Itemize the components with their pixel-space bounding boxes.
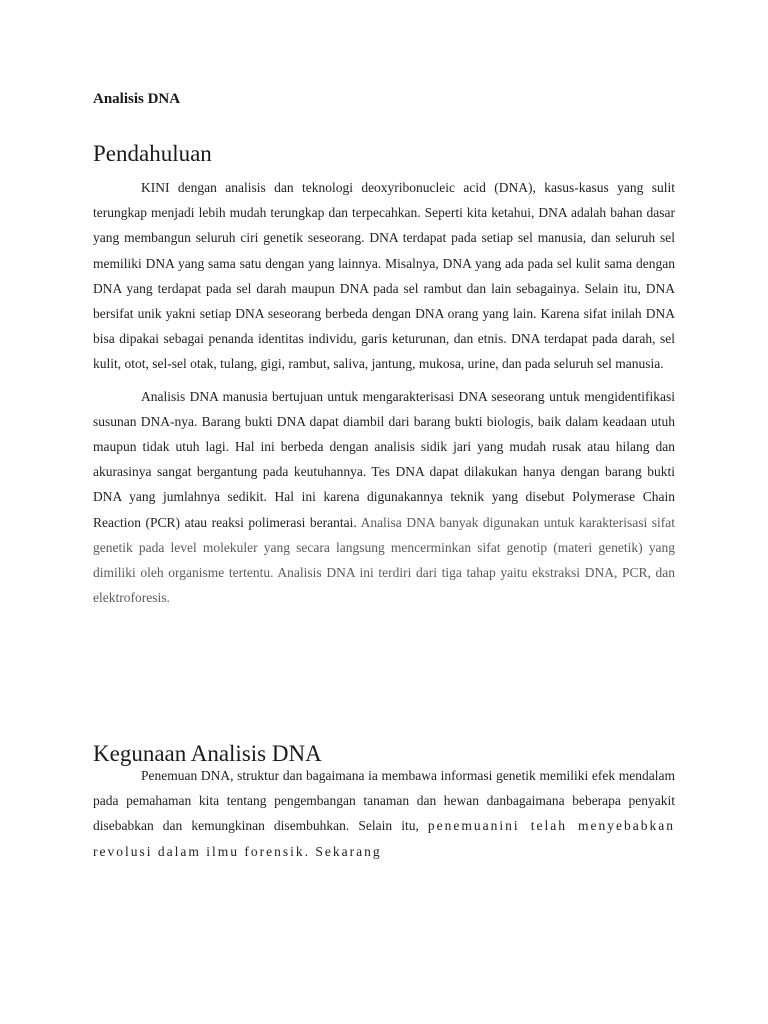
section-body-pendahuluan <box>93 175 675 610</box>
document-title: Analisis DNA <box>93 91 181 107</box>
paragraph-1-text: KINI dengan analisis dan teknologi deoxyribonucleic acid (DNA), kasus-kasus yang sulit terungkap menjadi lebih mudah terungkap dan terpecahkan. Seperti kita ketahui, DNA adalah bahan dasar yang membangun seluruh ciri genetik seseorang. DNA terdapat pada setiap sel manusia, dan seluruh sel memiliki DNA yang sama satu dengan yang lainnya. Misalnya, DNA yang ada pada sel kulit sama dengan DNA yang terdapat pada sel darah maupun DNA pada sel rambut dan lain sebagainya. Selain itu, DNA bersifat unik yakni setiap DNA seseorang berbeda dengan DNA orang yang lain. Karena sifat inilah DNA bisa dipakai sebagai penanda identitas individu, garis keturunan, dan etnis. DNA terdapat pada darah, sel kulit, otot, sel-sel otak, tulang, gigi, rambut, saliva, jantung, mukosa, urine, dan pada seluruh sel manusia. <box>93 180 675 372</box>
paragraph-3 <box>93 763 675 864</box>
paragraph-3-spaced-text: penemuanini telah menyebabkan revolusi dalam ilmu forensik. Sekarang <box>93 818 675 859</box>
section-heading-pendahuluan: Pendahuluan <box>93 141 212 166</box>
section-heading-kegunaan: Kegunaan Analisis DNA <box>93 741 322 766</box>
paragraph-3-text: Penemuan DNA, struktur dan bagaimana ia membawa informasi genetik memiliki efek mendalam pada pemahaman kita tentang pengembangan tanaman dan hewan danbagaimana beberapa penyakit disebabkan dan kemungkinan disembuhkan. Selain itu, <box>93 768 675 834</box>
paragraph-2 <box>93 384 675 611</box>
paragraph-2-text: Analisis DNA manusia bertujuan untuk mengarakterisasi DNA seseorang untuk mengidentifikasi susunan DNA-nya. Barang bukti DNA dapat diambil dari barang bukti biologis, baik dalam keadaan utuh maupun tidak utuh lagi. Hal ini berbeda dengan analisis sidik jari yang mudah rusak atau hilang dan akurasinya sangat bergantung pada keutuhannya. Tes DNA dapat dilakukan hanya dengan barang bukti DNA yang jumlahnya sedikit. Hal ini karena digunakannya teknik yang disebut Polymerase Chain Reaction (PCR) atau reaksi polimerasi berantai. <box>93 388 675 530</box>
section-body-kegunaan <box>93 763 675 864</box>
paragraph-1 <box>93 175 675 377</box>
paragraph-2-muted-text: Analisa DNA banyak digunakan untuk karakterisasi sifat genetik pada level molekuler yang secara langsung mencerminkan sifat genotip (materi genetik) yang dimiliki oleh organisme tertentu. Analisis DNA ini terdiri dari tiga tahap yaitu ekstraksi DNA, PCR, dan elektroforesis. <box>93 514 675 606</box>
